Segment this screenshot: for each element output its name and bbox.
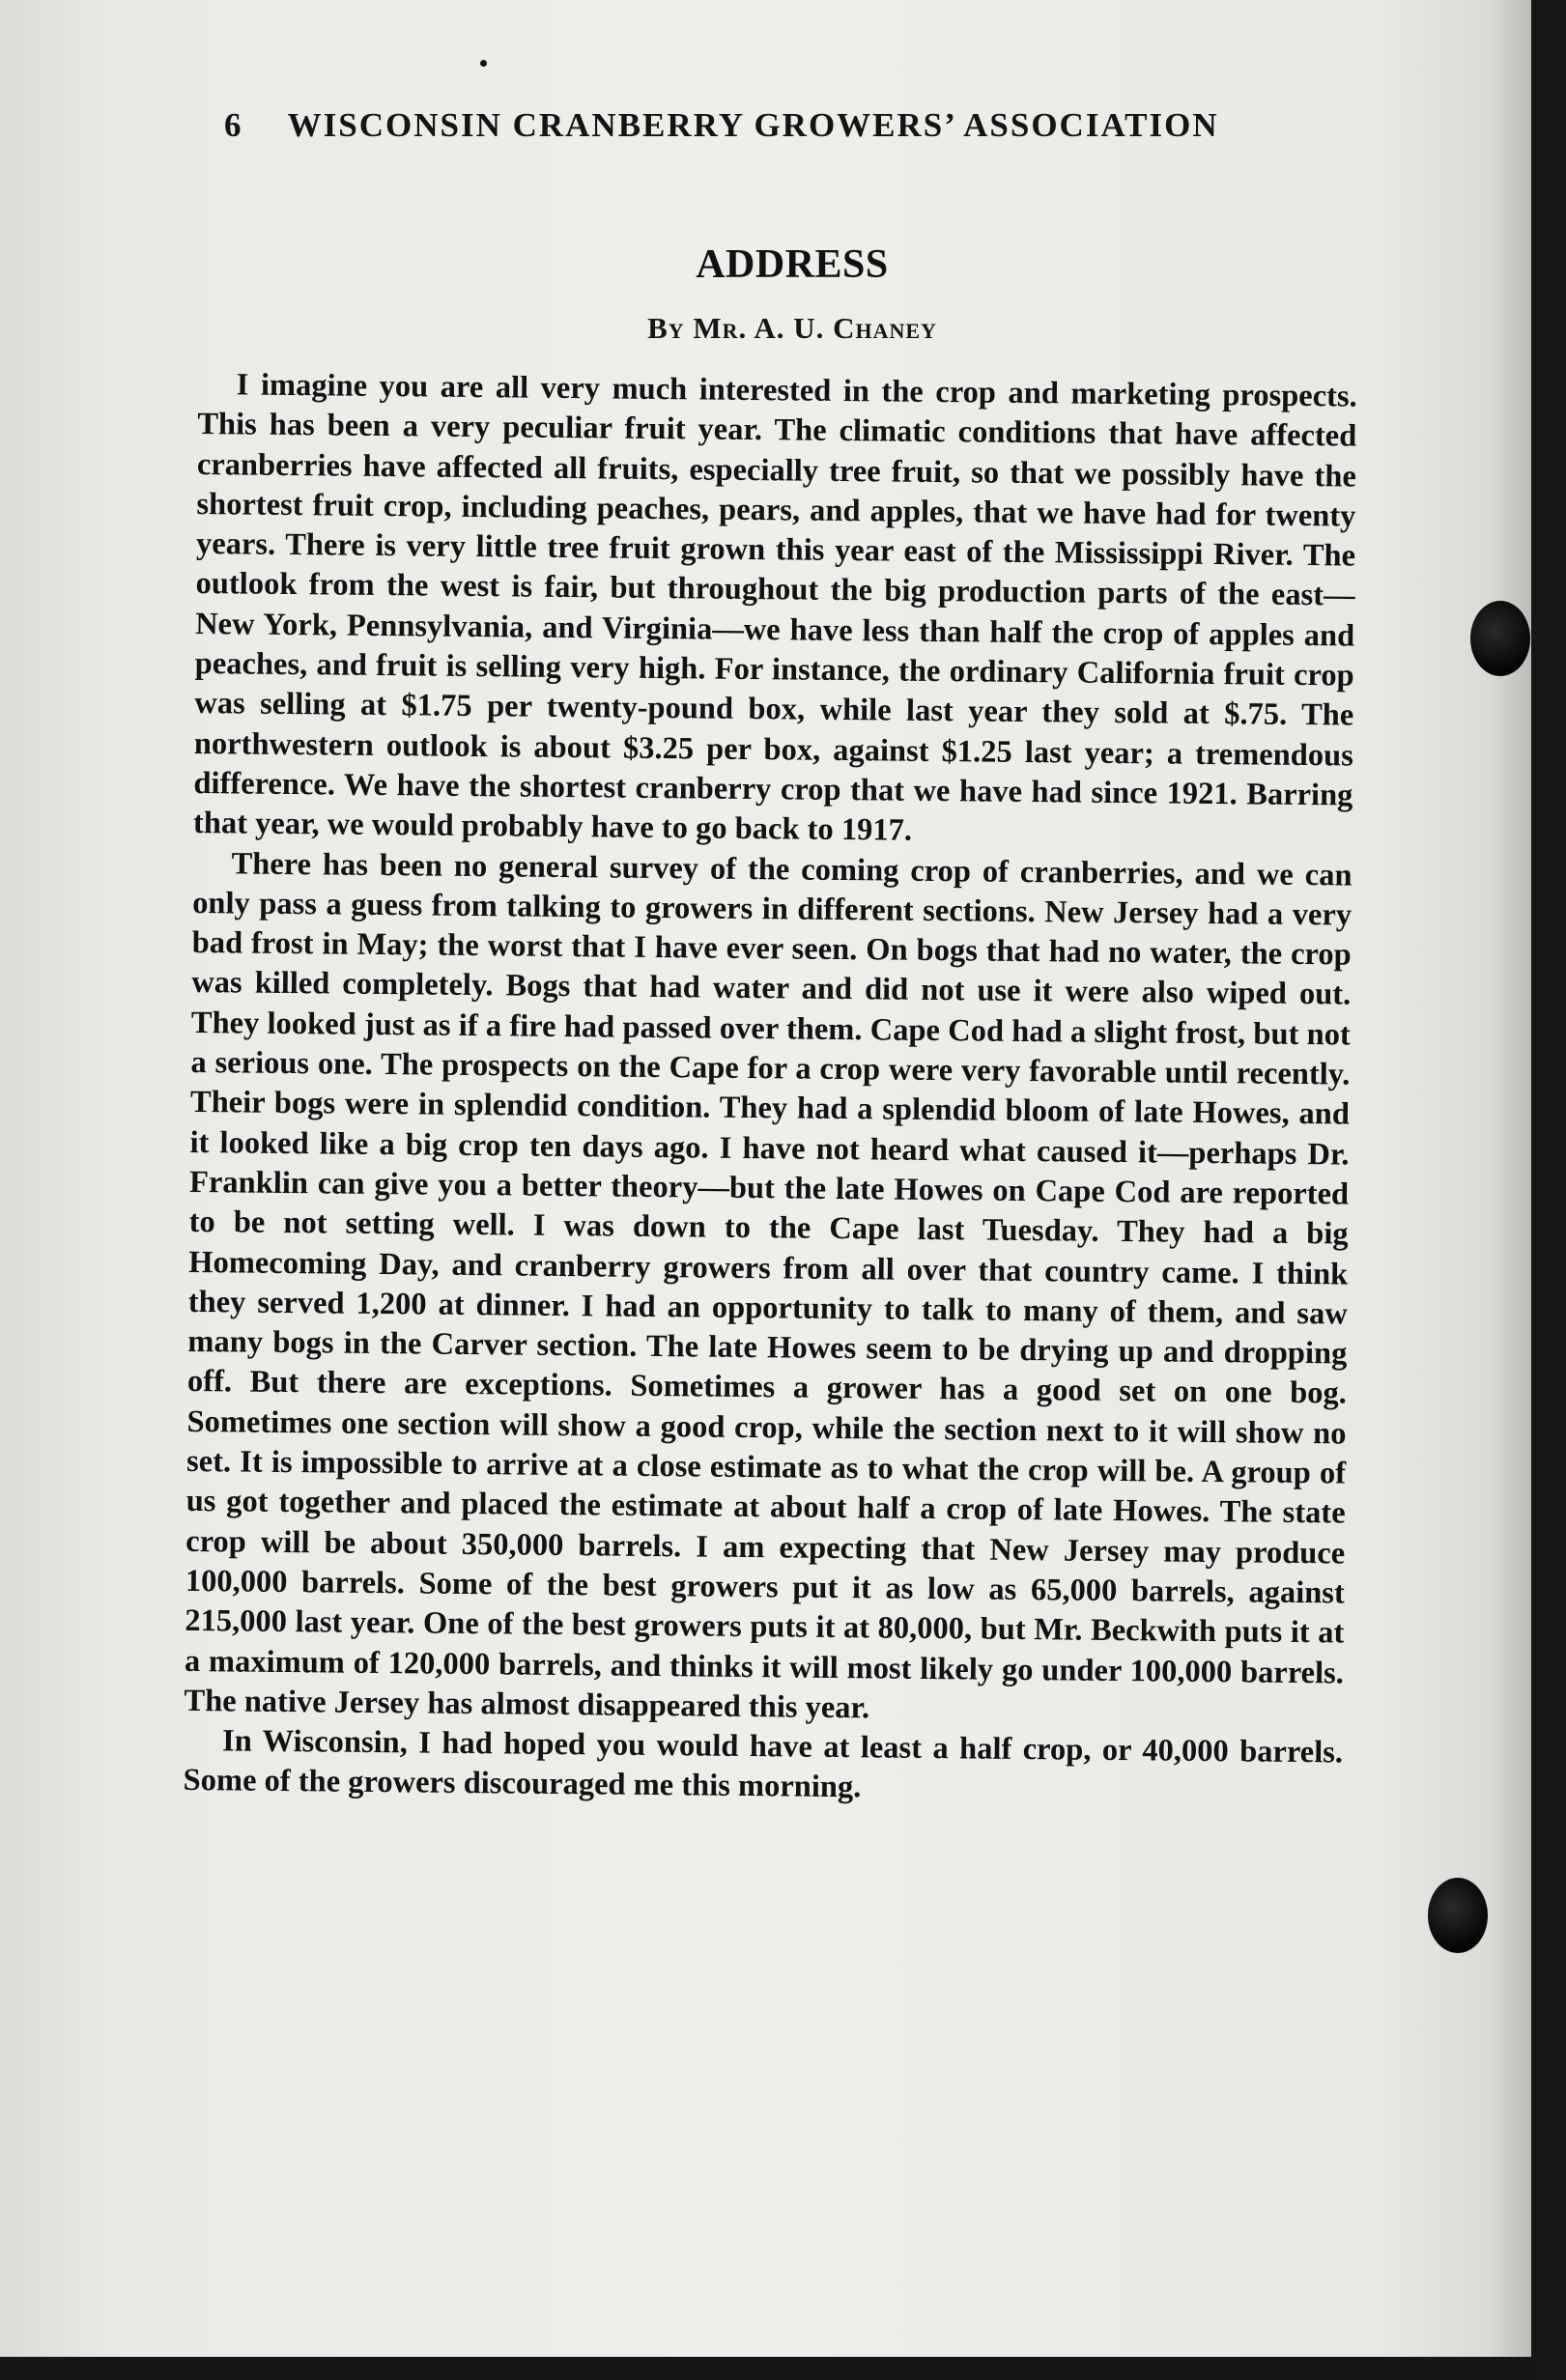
running-header: [224, 106, 1306, 145]
paragraph: In Wisconsin, I had hoped you would have at least a half crop, or 40,000 barrels. Some of the growers discouraged me this morning.: [183, 1723, 1344, 1805]
scan-border-bottom: [0, 2357, 1531, 2380]
punch-hole: [1470, 601, 1530, 676]
article-byline: By Mr. A. U. Chaney: [647, 311, 937, 345]
page-number: 6: [224, 106, 243, 144]
punch-hole: [1428, 1878, 1488, 1953]
article-title: ADDRESS: [696, 242, 889, 287]
page-shadow: [1488, 0, 1531, 2380]
paragraph: I imagine you are all very much interested in the crop and marketing prospects. This has been a very peculiar fruit year. The climatic conditions that have affected cranberries have affected all fruits, especially tree fruit, so that we possibly have the shortest fruit crop, including peaches, pears, and apples, that we have had for twenty years. There is very little tree fruit grown this year east of the Mississippi River. The outlook from the west is fair, but throughout the big production parts of the east—New York, Pennsylvania, and Virginia—we have less than half the crop of apples and peaches, and fruit is selling very high. For instance, the ordinary California fruit crop was selling at $1.75 per twenty-pound box, while last year they sold at $.75. The northwestern outlook is about $3.25 per box, against $1.25 last year; a tremendous difference. We have the shortest cranberry crop that we have had since 1921. Barring that year, we would probably have to go back to 1917.: [192, 367, 1357, 849]
scan-border-right: [1531, 0, 1566, 2380]
paragraph: There has been no general survey of the coming crop of cranberries, and we can only pass a guess from talking to growers in different sections. New Jersey had a very bad frost in May; the worst that I have ever seen. On bogs that had no water, the crop was killed completely. Bogs that had water and did not use it were also wiped out. They looked just as if a fire had passed over them. Cape Cod had a slight frost, but not a serious one. The prospects on the Cape for a crop were very favorable until recently. Their bogs were in splendid condition. They had a splendid bloom of late Howes, and it looked like a big crop ten days ago. I have not heard what caused it—perhaps Dr. Franklin can give you a better theory—but the late Howes on Cape Cod are reported to be not setting well. I was down to the Cape last Tuesday. They had a big Homecoming Day, and cranberry growers from all over that country came. I think they served 1,200 at dinner. I had an opportunity to talk to many of them, and saw many bogs in the Carver section. The late Howes seem to be drying up and dropping off. But there are exceptions. Sometimes a grower has a good set on one bog. Sometimes one section will show a good crop, while the section next to it will show no set. It is impossible to arrive at a close estimate as to what the crop will be. A group of us got together and placed the estimate at about half a crop of late Howes. The state crop will be about 350,000 barrels. I am expecting that New Jersey may produce 100,000 barrels. Some of the best growers put it as low as 65,000 barrels, against 215,000 last year. One of the best growers puts it at 80,000, but Mr. Beckwith puts it at a maximum of 120,000 barrels, and thinks it will most likely go under 100,000 barrels. The native Jersey has almost disappeared this year.: [184, 845, 1352, 1726]
article-body: [183, 365, 1357, 1813]
ink-dot: [480, 60, 487, 67]
header-title: WISCONSIN CRANBERRY GROWERS’ ASSOCIATION: [287, 106, 1219, 144]
